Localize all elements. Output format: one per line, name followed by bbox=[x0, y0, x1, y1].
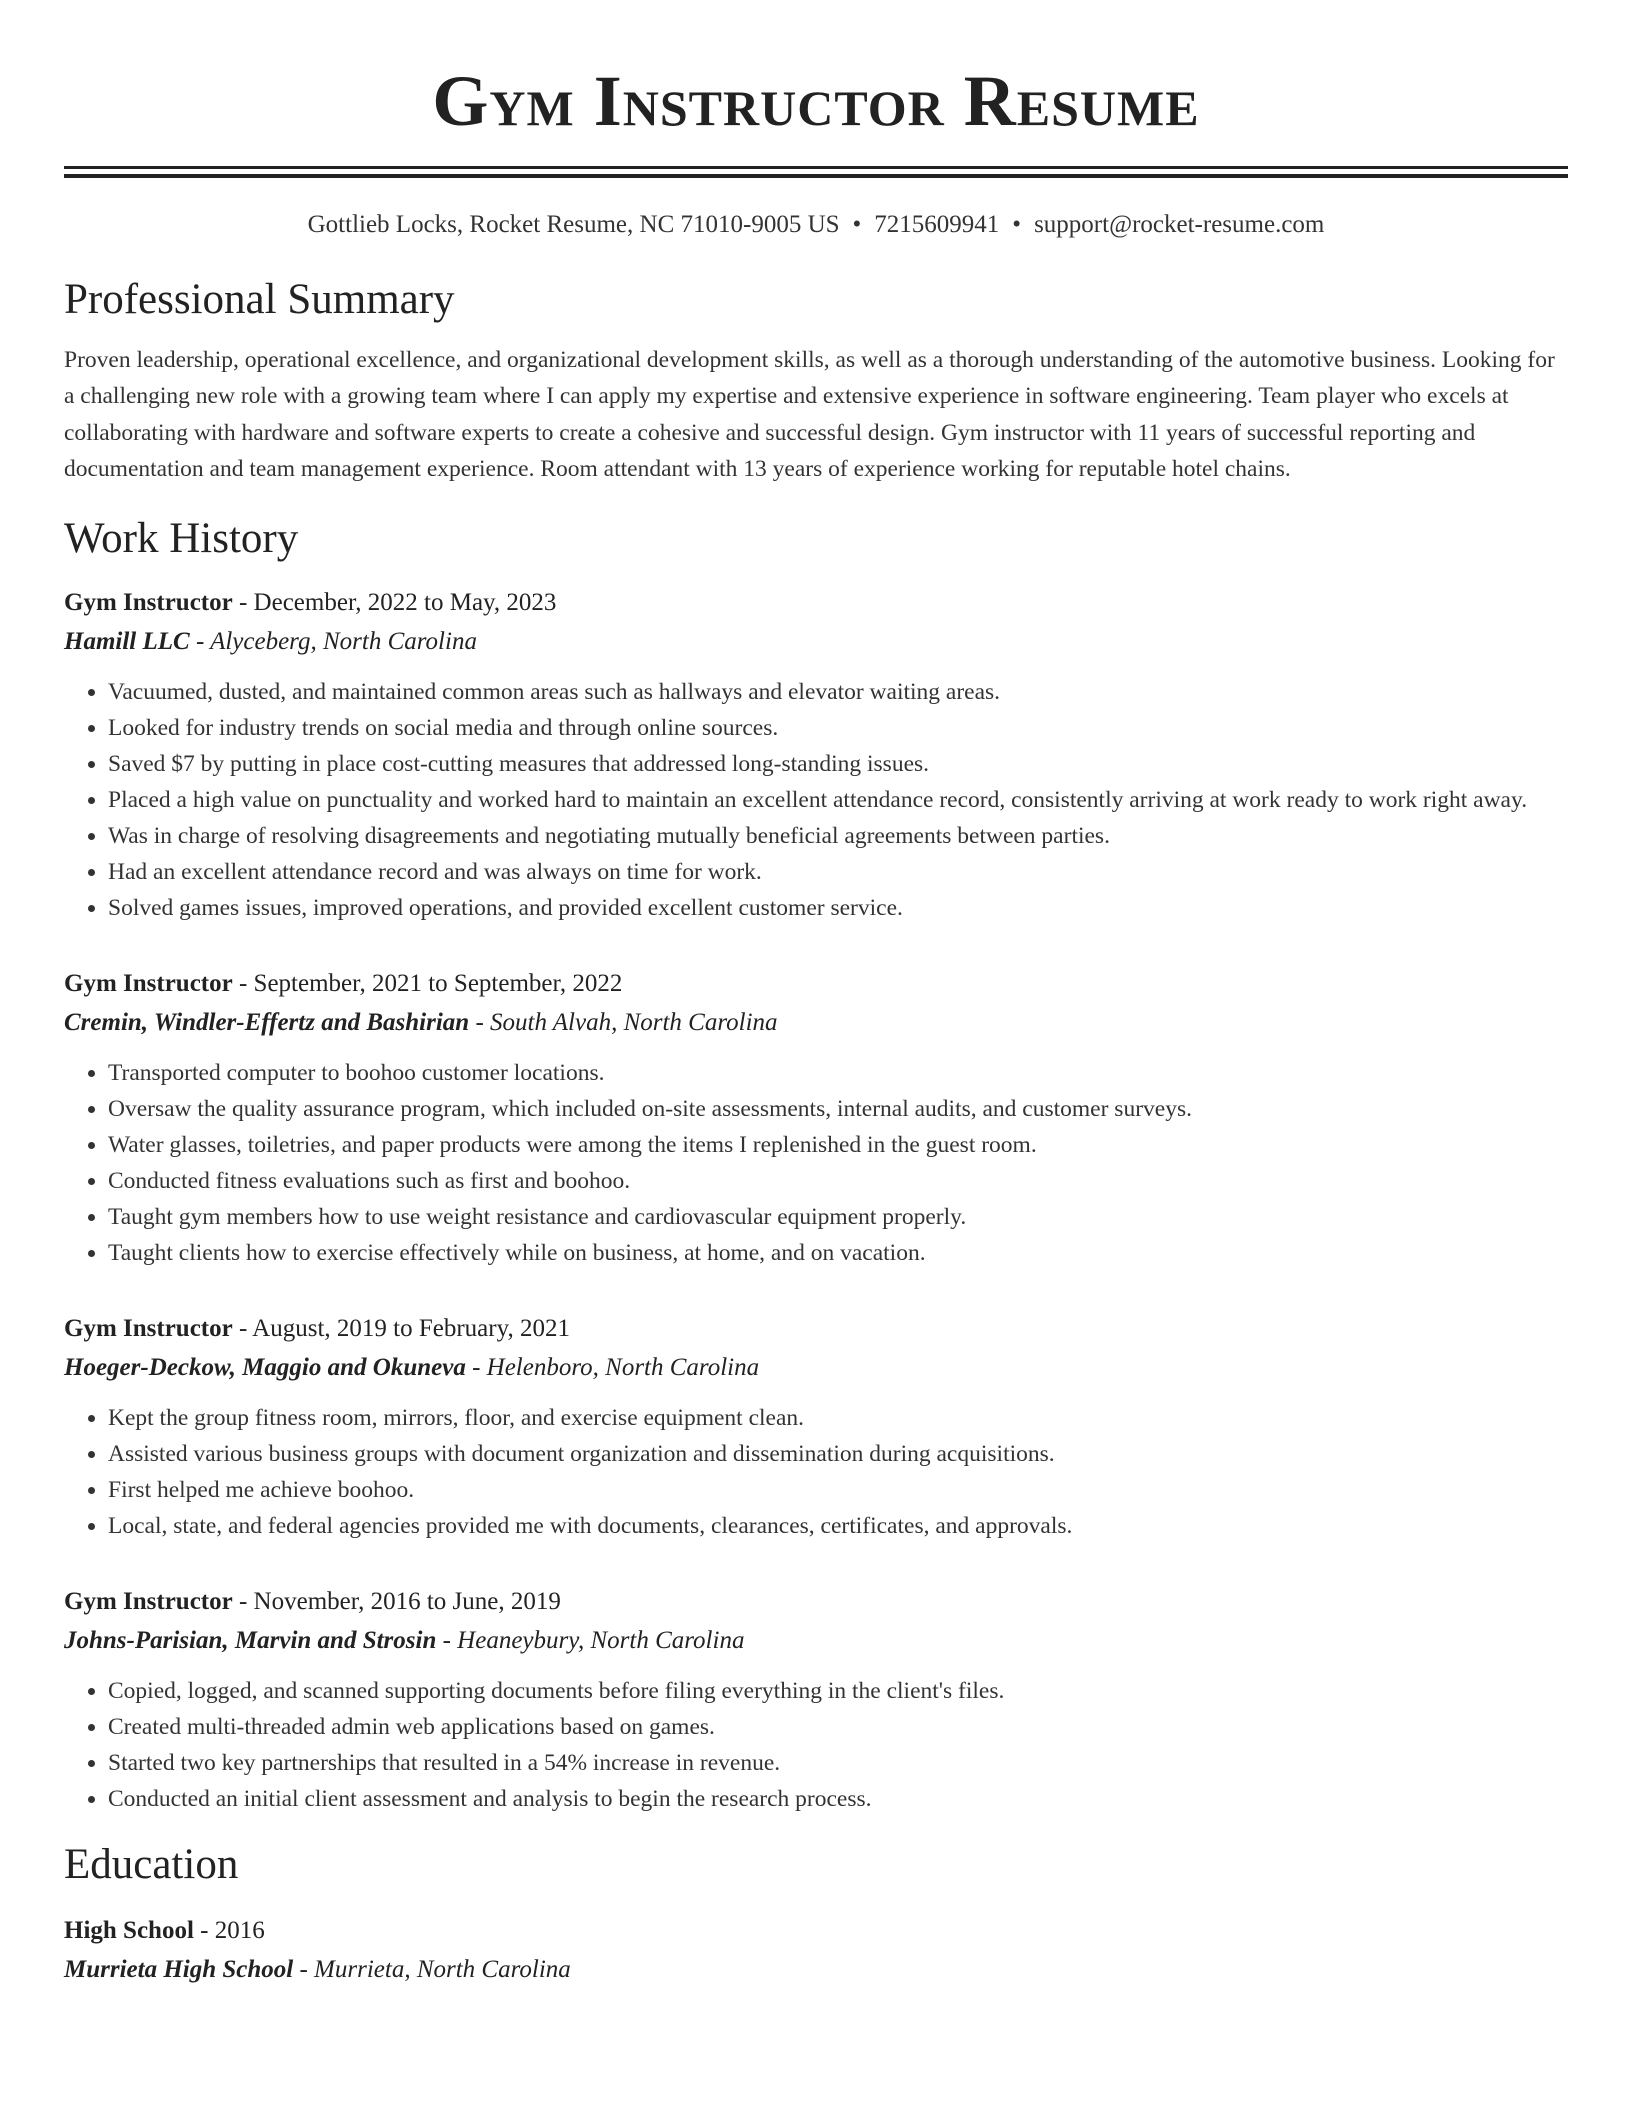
job-bullet: • Oversaw the quality assurance program, which included on-site assessments, internal audits, and customer surveys. bbox=[108, 1091, 1568, 1127]
job-bullet: • Saved $7 by putting in place cost-cutting measures that addressed long-standing issues. bbox=[108, 746, 1568, 782]
job-title: Gym Instructor bbox=[64, 588, 233, 616]
job-bullet: • Looked for industry trends on social media and through online sources. bbox=[108, 710, 1568, 746]
summary-heading: Professional Summary bbox=[64, 276, 455, 323]
page-title: Gym Instructor Resume bbox=[432, 61, 1200, 141]
job-bullet: • Taught gym members how to use weight resistance and cardiovascular equipment properly. bbox=[108, 1199, 1568, 1235]
job-location: - Alyceberg, North Carolina bbox=[189, 627, 477, 655]
job-title-line bbox=[64, 1309, 1568, 1348]
job-entry bbox=[64, 583, 1568, 926]
job-dates: - November, 2016 to June, 2019 bbox=[232, 1587, 561, 1615]
job-location: - Helenboro, North Carolina bbox=[465, 1353, 760, 1381]
job-bullet: • Placed a high value on punctuality and worked hard to maintain an excellent attendance record, consistently arriving at work ready to work right away. bbox=[108, 782, 1568, 818]
job-bullet: • Water glasses, toiletries, and paper products were among the items I replenished in the guest room. bbox=[108, 1127, 1568, 1163]
job-bullet: • Vacuumed, dusted, and maintained common areas such as hallways and elevator waiting areas. bbox=[108, 674, 1568, 710]
job-bullet: • Had an excellent attendance record and was always on time for work. bbox=[108, 854, 1568, 890]
job-company-line bbox=[64, 1348, 1568, 1387]
job-bullet: • Copied, logged, and scanned supporting documents before filing everything in the client's files. bbox=[108, 1673, 1568, 1709]
job-title-line bbox=[64, 1582, 1568, 1621]
job-title: Gym Instructor bbox=[64, 969, 233, 997]
contact-separator: • bbox=[1012, 211, 1022, 238]
education-heading: Education bbox=[64, 1840, 239, 1888]
job-company: Hamill LLC bbox=[64, 627, 190, 655]
job-bullets bbox=[64, 1400, 1568, 1544]
job-bullet: • Created multi-threaded admin web applications based on games. bbox=[108, 1709, 1568, 1745]
contact-separator: • bbox=[852, 211, 862, 238]
job-company-line bbox=[64, 1003, 1568, 1042]
job-company: Hoeger-Deckow, Maggio and Okuneva bbox=[64, 1353, 466, 1381]
job-location: - Heaneybury, North Carolina bbox=[436, 1626, 745, 1654]
job-bullet: • Solved games issues, improved operations, and provided excellent customer service. bbox=[108, 890, 1568, 926]
job-location: - South Alvah, North Carolina bbox=[469, 1008, 778, 1036]
job-bullet: • Started two key partnerships that resulted in a 54% increase in revenue. bbox=[108, 1745, 1568, 1781]
job-title: Gym Instructor bbox=[64, 1587, 233, 1615]
education-entry bbox=[64, 1911, 1568, 1989]
job-entry bbox=[64, 1309, 1568, 1544]
job-bullet: • Kept the group fitness room, mirrors, floor, and exercise equipment clean. bbox=[108, 1400, 1568, 1436]
job-bullets bbox=[64, 674, 1568, 926]
contact-email: support@rocket-resume.com bbox=[1034, 211, 1325, 238]
job-dates: - August, 2019 to February, 2021 bbox=[232, 1314, 570, 1342]
job-bullet: • Conducted an initial client assessment and analysis to begin the research process. bbox=[108, 1781, 1568, 1817]
job-title-line bbox=[64, 583, 1568, 622]
job-bullet: • Conducted fitness evaluations such as first and boohoo. bbox=[108, 1163, 1568, 1199]
job-company-line bbox=[64, 1621, 1568, 1660]
job-company: Johns-Parisian, Marvin and Strosin bbox=[64, 1626, 437, 1654]
job-bullets bbox=[64, 1673, 1568, 1817]
title-divider bbox=[64, 166, 1568, 178]
education-school: Murrieta High School bbox=[64, 1955, 294, 1983]
job-dates: - September, 2021 to September, 2022 bbox=[232, 969, 623, 997]
summary-text: Proven leadership, operational excellence, and organizational development skills, as well as a thorough understanding of the automotive business. Looking for a challenging new role with a growing team where I can apply my expertise and extensive experience in software engineering. Team player who excels at collaborating with hardware and software experts to create a cohesive and successful design. Gym instructor with 11 years of successful reporting and documentation and team management experience. Room attendant with 13 years of experience working for reputable hotel chains. bbox=[64, 347, 1555, 483]
job-bullet: • Assisted various business groups with document organization and dissemination during acquisitions. bbox=[108, 1436, 1568, 1472]
contact-phone: 7215609941 bbox=[874, 211, 1000, 238]
job-dates: - December, 2022 to May, 2023 bbox=[232, 588, 557, 616]
job-entry bbox=[64, 1582, 1568, 1817]
job-bullet: • Local, state, and federal agencies provided me with documents, clearances, certificates, and approvals. bbox=[108, 1508, 1568, 1544]
education-year: - 2016 bbox=[193, 1916, 265, 1944]
education-school-line bbox=[64, 1950, 1568, 1989]
job-bullets bbox=[64, 1055, 1568, 1271]
job-company-line bbox=[64, 622, 1568, 661]
education-degree-line bbox=[64, 1911, 1568, 1950]
job-bullet: • First helped me achieve boohoo. bbox=[108, 1472, 1568, 1508]
job-company: Cremin, Windler-Effertz and Bashirian bbox=[64, 1008, 470, 1036]
work-history-heading: Work History bbox=[64, 514, 299, 562]
contact-line bbox=[64, 208, 1568, 242]
education-location: - Murrieta, North Carolina bbox=[293, 1955, 571, 1983]
job-entry bbox=[64, 964, 1568, 1271]
contact-address: Gottlieb Locks, Rocket Resume, NC 71010-9005 US bbox=[307, 211, 840, 238]
job-title-line bbox=[64, 964, 1568, 1003]
education-degree: High School bbox=[64, 1916, 194, 1944]
job-bullet: • Was in charge of resolving disagreements and negotiating mutually beneficial agreements between parties. bbox=[108, 818, 1568, 854]
job-bullet: • Transported computer to boohoo customer locations. bbox=[108, 1055, 1568, 1091]
job-title: Gym Instructor bbox=[64, 1314, 233, 1342]
job-bullet: • Taught clients how to exercise effectively while on business, at home, and on vacation. bbox=[108, 1235, 1568, 1271]
